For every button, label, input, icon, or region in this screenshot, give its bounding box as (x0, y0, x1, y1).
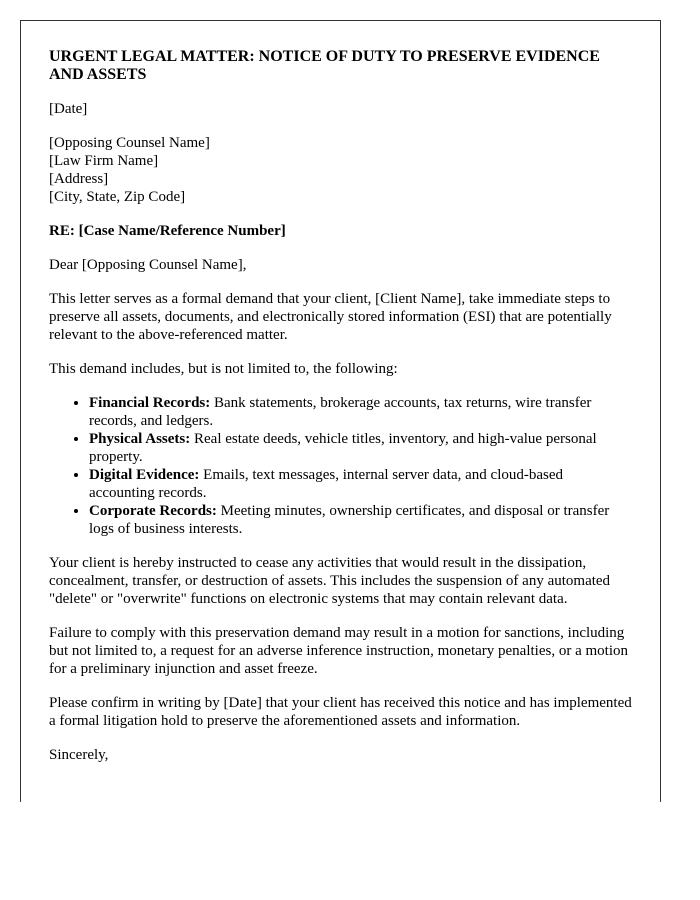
letter-page (20, 20, 661, 802)
item-text: Bank statements, brokerage accounts, tax returns, wire transfer records, and ledgers. (89, 395, 592, 429)
item-label: Financial Records: (89, 395, 211, 411)
list-item (89, 394, 632, 430)
intro-paragraph: This letter serves as a formal demand that your client, [Client Name], take immediate steps to preserve all assets, documents, and electronically stored information (ESI) that are potentially relevant to the above-referenced matter. (49, 291, 612, 343)
item-label: Digital Evidence: (89, 467, 200, 483)
recipient-address (49, 134, 632, 206)
item-text: Real estate deeds, vehicle titles, inventory, and high-value personal property. (89, 431, 597, 465)
letter-title: URGENT LEGAL MATTER: NOTICE OF DUTY TO PRESERVE EVIDENCE AND ASSETS (49, 48, 600, 83)
list-intro: This demand includes, but is not limited to, the following: (49, 361, 398, 377)
re-line: RE: [Case Name/Reference Number] (49, 223, 286, 239)
demand-list (49, 394, 632, 538)
recipient-address-line: [Address] (49, 171, 109, 187)
item-text: Emails, text messages, internal server data, and cloud-based accounting records. (89, 467, 564, 501)
recipient-firm: [Law Firm Name] (49, 153, 159, 169)
list-item (89, 430, 632, 466)
failure-paragraph: Failure to comply with this preservation demand may result in a motion for sanctions, including but not limited to, a request for an adverse inference instruction, monetary penalties, or a motion for a preliminary injunction and asset freeze. (49, 625, 628, 677)
confirm-paragraph: Please confirm in writing by [Date] that your client has received this notice and has implemented a formal litigation hold to preserve the aforementioned assets and information. (49, 695, 632, 729)
recipient-city: [City, State, Zip Code] (49, 189, 186, 205)
recipient-name: [Opposing Counsel Name] (49, 135, 210, 151)
item-label: Physical Assets: (89, 431, 191, 447)
letter-date: [Date] (49, 101, 88, 117)
item-label: Corporate Records: (89, 503, 217, 519)
salutation: Dear [Opposing Counsel Name], (49, 257, 247, 273)
list-item (89, 466, 632, 502)
list-item (89, 502, 632, 538)
cease-paragraph: Your client is hereby instructed to cease any activities that would result in the dissipation, concealment, transfer, or destruction of assets. This includes the suspension of any automated "delete" or "overwrite" functions on electronic systems that may contain relevant data. (49, 555, 611, 607)
closing: Sincerely, (49, 747, 109, 763)
item-text: Meeting minutes, ownership certificates, and disposal or transfer logs of business interests. (89, 503, 610, 537)
